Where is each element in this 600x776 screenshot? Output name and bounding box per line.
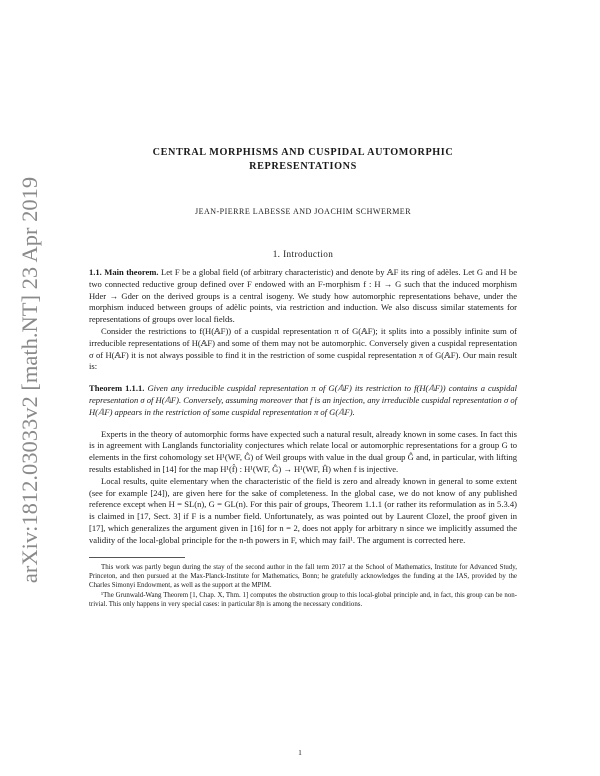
paragraph-1-text: Let F be a global field (of arbitrary characteristic) and denote by 𝔸F its ring of adèles. Let G and H be two connected reductive group defined over F endowed with an F-morphism f : H → G such that the induced morphism Hder → Gder on the derived groups is a central isogeny. We study how automorphic representations behave, under the morphism induced between groups of adèlic points, via restriction and induction. We also discuss similar statements for representations of groups over local fields.	[89, 267, 517, 325]
theorem-heading: Theorem 1.1.1.	[89, 383, 145, 394]
title-line-2: REPRESENTATIONS	[249, 161, 357, 172]
paragraph-main-theorem	[89, 267, 517, 326]
section-heading: 1. Introduction	[272, 249, 334, 259]
page-number: 1	[298, 748, 302, 757]
arxiv-identifier: arXiv:1812.03033v2 [math.NT] 23 Apr 2019	[17, 176, 42, 584]
paragraph-4: Local results, quite elementary when the characteristic of the field is zero and already known in general to some extent (see for example [24]), are given here for the sake of completeness. In the global case, we do not know of any published reference except when H = SL(n), G = GL(n). For this pair of groups, Theorem 1.1.1 (or rather its reformulation as in 5.3.4) is claimed in [17, Sect. 3] if F is a number field. Unfortunately, as was pointed out by Laurent Clozel, the proof given in [17], which generalizes the argument given in [16] for n = 2, does not apply for arbitrary n since we implicitly assumed the validity of the local-global principle for the n-th powers in F, which may fail¹. The argument is corrected here.	[89, 475, 517, 545]
footnote-rule	[89, 557, 185, 558]
footnote-1: ¹The Grunwald-Wang Theorem [1, Chap. X, Thm. 1] computes the obstruction group to this local-global principle and, in fact, this group can be non-trivial. This only happens in very special cases: in particular 8|n is among the necessary conditions.	[89, 591, 517, 609]
paper-title	[89, 146, 517, 174]
theorem	[89, 383, 517, 418]
paragraph-3: Experts in the theory of automorphic forms have expected such a natural result, already known in some cases. In fact this is in agreement with Langlands functoriality conjectures which relate local or automorphic representations for a group G to elements in the first cohomology set H¹(WF, Ĝ) of Weil groups with value in the dual group Ĝ and, in particular, with lifting results established in [14] for the map H¹(f̂) : H¹(WF, Ĝ) → H¹(WF, Ĥ) when f is injective.	[89, 428, 517, 474]
footnote-acknowledgement: This work was partly begun during the stay of the second author in the fall term 2017 at the School of Mathematics, Institute for Advanced Study, Princeton, and then pursued at the Max-Planck-Institute for Mathematics, Bonn; he gratefully acknowledges the funding at the IAS, provided by the Charles Simonyi Endowment, as well as the support at the MPIM.	[89, 563, 517, 590]
authors: JEAN-PIERRE LABESSE AND JOACHIM SCHWERMER	[194, 207, 412, 216]
subsection-heading: 1.1. Main theorem.	[89, 267, 159, 277]
paragraph-2: Consider the restrictions to f(H(𝔸F)) of a cuspidal representation π of G(𝔸F); it splits into a possibly infinite sum of irreducible representations of H(𝔸F) and some of them may not be automorphic. Conversely given a cuspidal representation σ of H(𝔸F) it is not always possible to find it in the restriction of some cuspidal representation π of G(𝔸F). Our main result is:	[89, 325, 517, 372]
paper-page	[89, 146, 517, 610]
theorem-statement: Given any irreducible cuspidal representation π of G(𝔸F) its restriction to f(H(𝔸F)) contains a cuspidal representation σ of H(𝔸F). Conversely, assuming moreover that f is an injection, any irreducible cuspidal representation σ of H(𝔸F) appears in the restriction of some cuspidal representation π of G(𝔸F).	[89, 383, 517, 417]
arxiv-sidebar	[10, 95, 50, 665]
title-line-1: CENTRAL MORPHISMS AND CUSPIDAL AUTOMORPHIC	[152, 147, 454, 158]
